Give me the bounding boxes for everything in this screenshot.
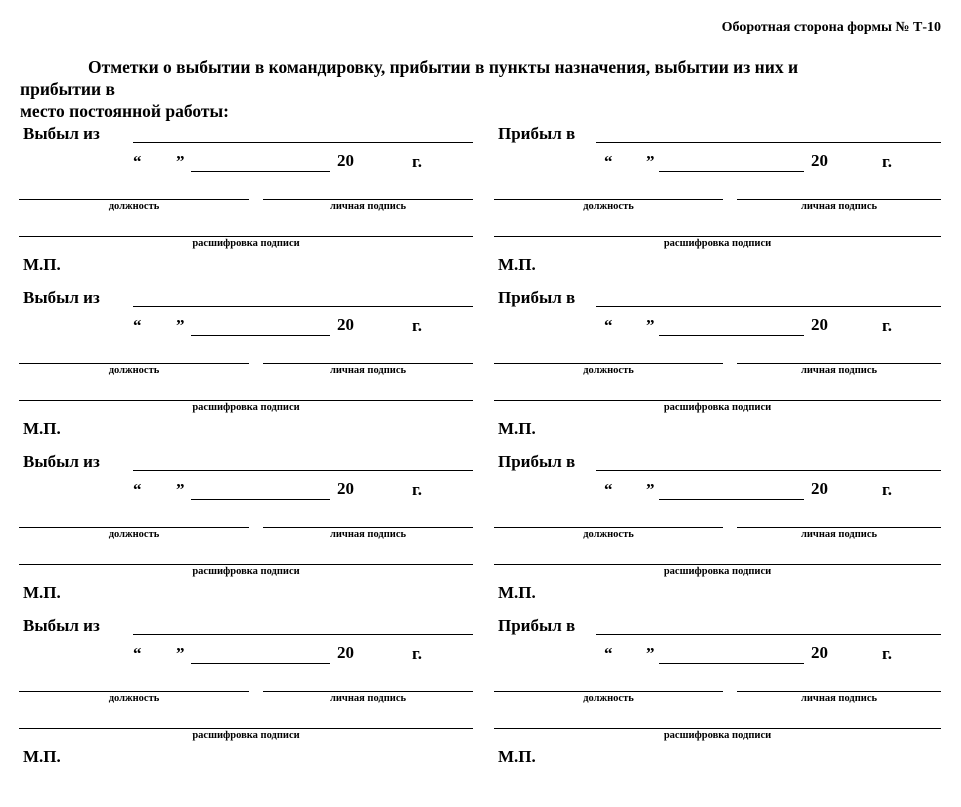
stamp-label: М.П. [498,419,536,438]
arrival-position-field[interactable] [494,691,723,692]
departure-decoding-field[interactable] [19,400,473,401]
decoding-caption: расшифровка подписи [192,730,300,741]
arrival-decoding-field[interactable] [494,400,941,401]
page-title [20,56,900,122]
arrival-label: Прибыл в [498,616,576,635]
close-quote: ” [176,644,185,663]
departure-place-field[interactable] [133,470,473,471]
year-prefix: 20 [811,315,828,334]
position-caption: должность [583,365,634,376]
close-quote: ” [646,316,655,335]
departure-signature-field[interactable] [263,527,473,528]
title-line-1: Отметки о выбытии в командировку, прибытии в пункты назначения, выбытии из них и [88,57,799,77]
arrival-signature-field[interactable] [737,363,941,364]
year-suffix: г. [882,480,893,499]
year-prefix: 20 [337,315,354,334]
departure-decoding-field[interactable] [19,564,473,565]
departure-label: Выбыл из [23,452,100,471]
title-line-2: прибытии в [20,79,115,99]
position-caption: должность [583,529,634,540]
stamp-label: М.П. [23,255,61,274]
arrival-date-field[interactable] [659,499,804,500]
arrival-signature-field[interactable] [737,527,941,528]
signature-caption: личная подпись [329,529,407,540]
arrival-place-field[interactable] [596,306,941,307]
departure-position-field[interactable] [19,527,249,528]
signature-caption: личная подпись [329,365,407,376]
position-caption: должность [108,529,160,540]
position-caption: должность [583,693,634,704]
close-quote: ” [176,480,185,499]
year-suffix: г. [882,644,893,663]
arrival-date-field[interactable] [659,335,804,336]
open-quote: “ [604,644,613,663]
departure-place-field[interactable] [133,634,473,635]
departure-label: Выбыл из [23,288,100,307]
decoding-caption: расшифровка подписи [663,402,772,413]
open-quote: “ [133,480,142,499]
departure-signature-field[interactable] [263,691,473,692]
departure-decoding-field[interactable] [19,236,473,237]
departure-signature-field[interactable] [263,363,473,364]
departure-position-field[interactable] [19,199,249,200]
signature-caption: личная подпись [800,365,878,376]
arrival-decoding-field[interactable] [494,236,941,237]
mark-block [0,288,961,452]
year-prefix: 20 [811,479,828,498]
decoding-caption: расшифровка подписи [192,566,300,577]
year-prefix: 20 [337,643,354,662]
signature-caption: личная подпись [329,693,407,704]
arrival-place-field[interactable] [596,142,941,143]
arrival-label: Прибыл в [498,124,576,143]
departure-date-field[interactable] [191,171,330,172]
position-caption: должность [108,693,160,704]
open-quote: “ [604,152,613,171]
close-quote: ” [176,316,185,335]
position-caption: должность [583,201,634,212]
signature-caption: личная подпись [329,201,407,212]
title-line-3: место постоянной работы: [20,101,229,121]
arrival-label: Прибыл в [498,288,576,307]
arrival-position-field[interactable] [494,527,723,528]
departure-date-field[interactable] [191,663,330,664]
departure-date-field[interactable] [191,335,330,336]
arrival-date-field[interactable] [659,171,804,172]
open-quote: “ [604,316,613,335]
signature-caption: личная подпись [800,201,878,212]
decoding-caption: расшифровка подписи [192,402,300,413]
year-suffix: г. [412,152,423,171]
mark-block [0,452,961,616]
decoding-caption: расшифровка подписи [663,238,772,249]
mark-block [0,616,961,780]
year-suffix: г. [882,152,893,171]
year-prefix: 20 [811,643,828,662]
arrival-position-field[interactable] [494,363,723,364]
position-caption: должность [108,365,160,376]
arrival-decoding-field[interactable] [494,728,941,729]
departure-place-field[interactable] [133,306,473,307]
year-prefix: 20 [337,479,354,498]
departure-decoding-field[interactable] [19,728,473,729]
open-quote: “ [133,152,142,171]
departure-signature-field[interactable] [263,199,473,200]
close-quote: ” [646,480,655,499]
departure-position-field[interactable] [19,691,249,692]
arrival-place-field[interactable] [596,470,941,471]
arrival-date-field[interactable] [659,663,804,664]
close-quote: ” [646,152,655,171]
departure-label: Выбыл из [23,124,100,143]
year-suffix: г. [882,316,893,335]
departure-position-field[interactable] [19,363,249,364]
departure-place-field[interactable] [133,142,473,143]
year-suffix: г. [412,644,423,663]
mark-block [0,124,961,288]
open-quote: “ [604,480,613,499]
stamp-label: М.П. [23,747,61,766]
stamp-label: М.П. [23,583,61,602]
position-caption: должность [108,201,160,212]
year-prefix: 20 [811,151,828,170]
stamp-label: М.П. [23,419,61,438]
stamp-label: М.П. [498,583,536,602]
signature-caption: личная подпись [800,529,878,540]
decoding-caption: расшифровка подписи [663,566,772,577]
year-prefix: 20 [337,151,354,170]
signature-caption: личная подпись [800,693,878,704]
decoding-caption: расшифровка подписи [663,730,772,741]
close-quote: ” [176,152,185,171]
arrival-signature-field[interactable] [737,691,941,692]
decoding-caption: расшифровка подписи [192,238,300,249]
open-quote: “ [133,644,142,663]
stamp-label: М.П. [498,747,536,766]
arrival-decoding-field[interactable] [494,564,941,565]
close-quote: ” [646,644,655,663]
arrival-signature-field[interactable] [737,199,941,200]
year-suffix: г. [412,480,423,499]
arrival-place-field[interactable] [596,634,941,635]
year-suffix: г. [412,316,423,335]
form-reference: Оборотная сторона формы № Т-10 [721,20,941,35]
arrival-position-field[interactable] [494,199,723,200]
open-quote: “ [133,316,142,335]
departure-date-field[interactable] [191,499,330,500]
stamp-label: М.П. [498,255,536,274]
departure-label: Выбыл из [23,616,100,635]
arrival-label: Прибыл в [498,452,576,471]
